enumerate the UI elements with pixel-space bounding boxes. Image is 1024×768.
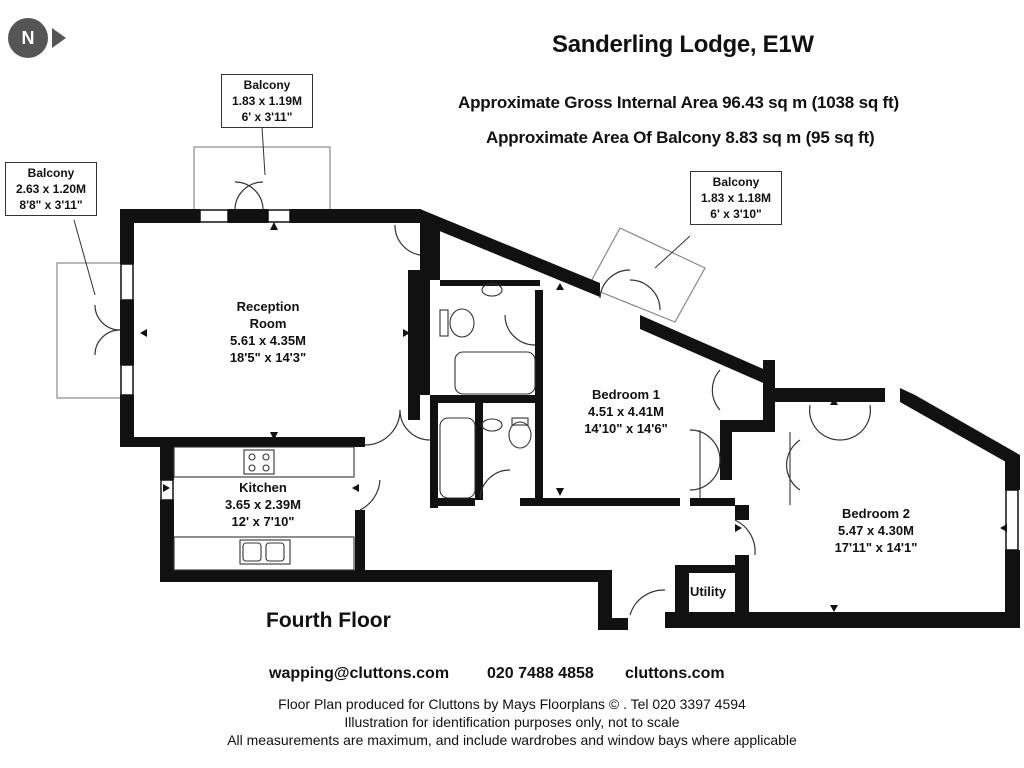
balcony-left-outline bbox=[57, 263, 121, 398]
balcony-imperial: 6' x 3'11" bbox=[241, 110, 293, 124]
balcony-metric: 1.83 x 1.18M bbox=[700, 191, 772, 205]
contact-email: wapping@cluttons.com bbox=[269, 665, 450, 682]
balcony-callout-right bbox=[690, 171, 782, 225]
room-label-utility bbox=[683, 583, 733, 600]
room-metric: 5.47 x 4.30M bbox=[838, 523, 914, 538]
balcony-imperial: 8'8" x 3'11" bbox=[19, 198, 83, 212]
room-imperial: 14'10" x 14'6" bbox=[584, 421, 668, 436]
room-name: Bedroom 1 bbox=[592, 387, 660, 402]
room-name-line2: Room bbox=[249, 316, 287, 331]
balcony-area-text: Approximate Area Of Balcony 8.83 sq m (95 sq ft) bbox=[486, 128, 875, 147]
footer-line-3: All measurements are maximum, and include wardrobes and window bays where applicable bbox=[227, 732, 797, 748]
page-title: Sanderling Lodge, E1W bbox=[552, 31, 814, 58]
balcony-name: Balcony bbox=[243, 78, 291, 92]
balcony-callout-top bbox=[221, 74, 313, 128]
room-name: Kitchen bbox=[239, 480, 287, 495]
room-name: Bedroom 2 bbox=[842, 506, 910, 521]
room-imperial: 17'11" x 14'1" bbox=[834, 540, 918, 555]
compass-letter: N bbox=[21, 28, 35, 48]
room-name: Utility bbox=[689, 584, 727, 599]
balcony-callout-left bbox=[5, 162, 97, 216]
room-label-bedroom-2 bbox=[816, 505, 936, 556]
floor-label: Fourth Floor bbox=[266, 609, 391, 632]
gross-area-text: Approximate Gross Internal Area 96.43 sq m (1038 sq ft) bbox=[458, 93, 899, 112]
room-label-reception bbox=[208, 298, 328, 366]
balcony-metric: 1.83 x 1.19M bbox=[231, 94, 303, 108]
room-metric: 5.61 x 4.35M bbox=[230, 333, 306, 348]
room-metric: 3.65 x 2.39M bbox=[225, 497, 301, 512]
footer-line-2: Illustration for identification purposes only, not to scale bbox=[344, 714, 680, 730]
footer-line-1: Floor Plan produced for Cluttons by Mays Floorplans © . Tel 020 3397 4594 bbox=[278, 696, 746, 712]
balcony-right-outline bbox=[588, 228, 705, 322]
balcony-metric: 2.63 x 1.20M bbox=[15, 182, 87, 196]
room-imperial: 12' x 7'10" bbox=[231, 514, 295, 529]
contact-phone: 020 7488 4858 bbox=[487, 665, 594, 682]
room-metric: 4.51 x 4.41M bbox=[588, 404, 664, 419]
room-name: Reception bbox=[236, 299, 300, 314]
balcony-name: Balcony bbox=[712, 175, 760, 189]
balcony-name: Balcony bbox=[27, 166, 75, 180]
room-label-kitchen bbox=[203, 479, 323, 530]
room-label-bedroom-1 bbox=[566, 386, 686, 437]
balcony-imperial: 6' x 3'10" bbox=[710, 207, 762, 221]
contact-website: cluttons.com bbox=[625, 665, 725, 682]
room-imperial: 18'5" x 14'3" bbox=[229, 350, 307, 365]
